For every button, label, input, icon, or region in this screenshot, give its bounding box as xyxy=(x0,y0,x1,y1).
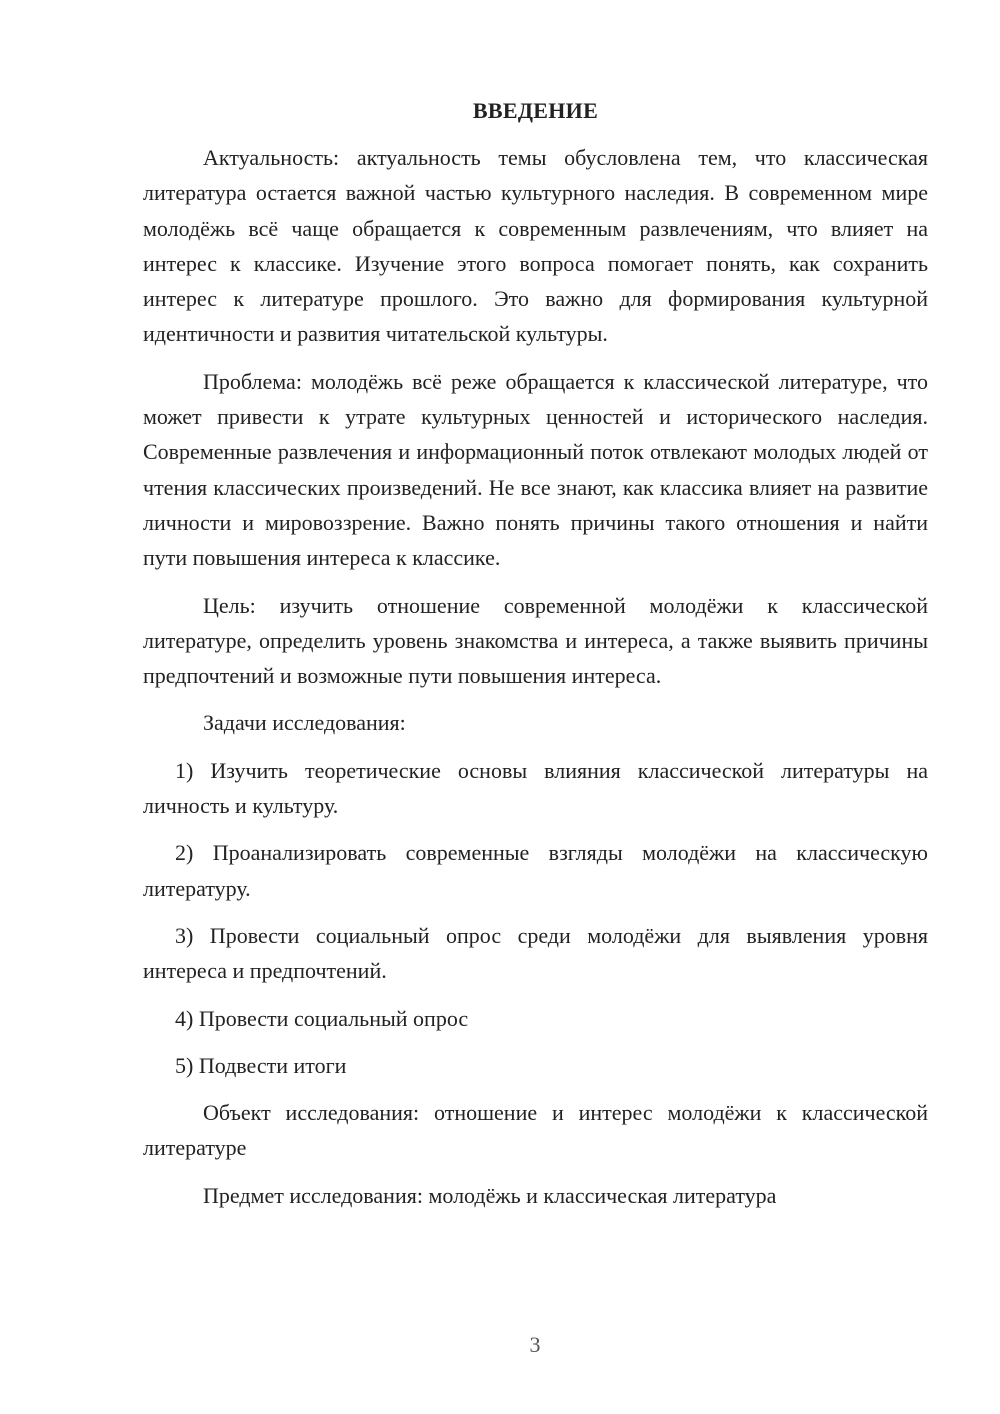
subject-paragraph: Предмет исследования: молодёжь и классическая литература xyxy=(203,1182,777,1208)
tasks-heading: Задачи исследования: xyxy=(203,710,406,736)
goal-paragraph: Цель: изучить отношение современной молодёжи к классической литературе, определить уровень знакомства и интереса, а также выявить причины предпочтений и возможные пути повышения интереса. xyxy=(143,592,928,689)
problem-paragraph: Проблема: молодёжь всё реже обращается к классической литературе, что может привести к утрате культурных ценностей и исторического наследия. Современные развлечения и информационный поток отвлекают молодых людей от чтения классических произведений. Не все знают, как классика влияет на развитие личности и мировоззрение. Важно понять причины такого отношения и найти пути повышения интереса к классике. xyxy=(143,368,928,571)
relevance-paragraph: Актуальность: актуальность темы обусловлена тем, что классическая литература остается важной частью культурного наследия. В современном мире молодёжь всё чаще обращается к современным развлечениям, что влияет на интерес к классике. Изучение этого вопроса помогает понять, как сохранить интерес к литературе прошлого. Это важно для формирования культурной идентичности и развития читательской культуры. xyxy=(143,145,928,347)
page-title: ВВЕДЕНИЕ xyxy=(472,98,599,123)
page-content xyxy=(143,96,928,1225)
page-number: 3 xyxy=(529,1332,541,1357)
task-item-3: 3) Провести социальный опрос среди молодёжи для выявления уровня интереса и предпочтений. xyxy=(143,922,928,984)
object-paragraph: Объект исследования: отношение и интерес молодёжи к классической литературе xyxy=(143,1100,928,1161)
task-item-5: 5) Подвести итоги xyxy=(175,1052,347,1078)
task-item-1: 1) Изучить теоретические основы влияния классической литературы на личность и культуру. xyxy=(143,757,928,819)
task-item-4: 4) Провести социальный опрос xyxy=(175,1005,469,1031)
task-item-2: 2) Проанализировать современные взгляды молодёжи на классическую литературу. xyxy=(143,840,928,901)
